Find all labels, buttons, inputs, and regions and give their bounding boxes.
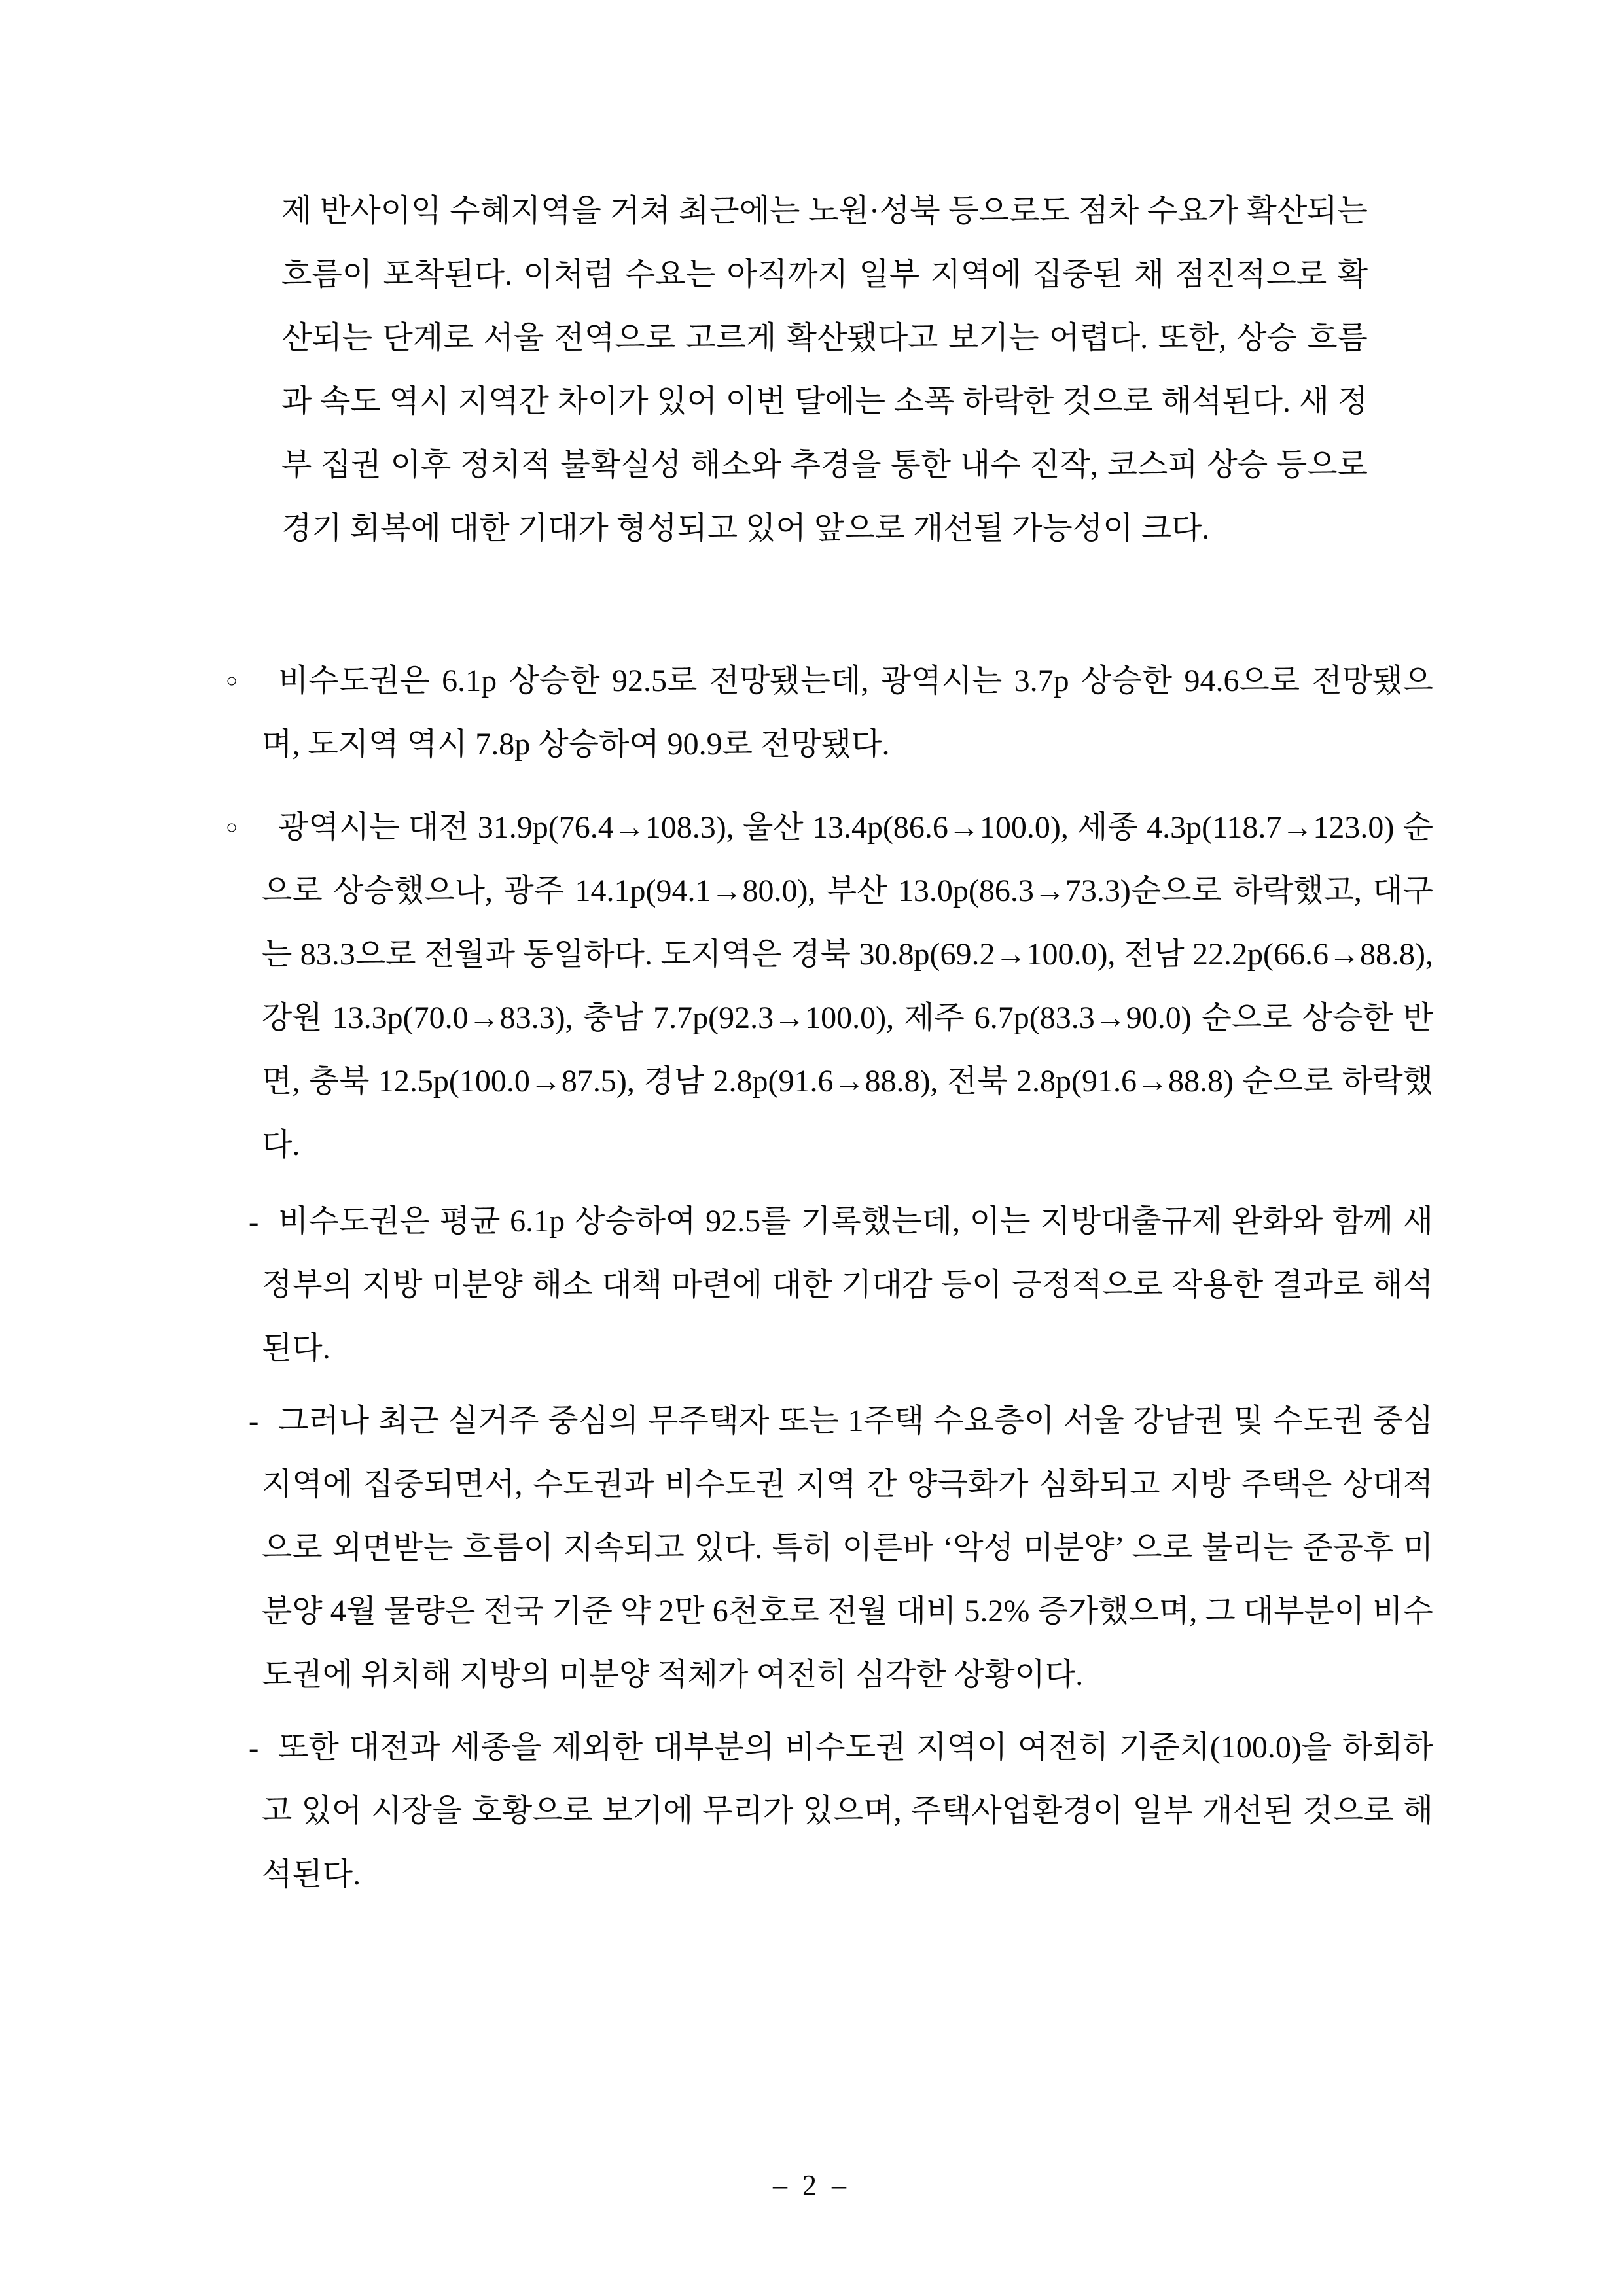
bullet-text: 비수도권은 평균 6.1p 상승하여 92.5를 기록했는데, 이는 지방대출규제 완화와 함께 새 정부의 지방 미분양 해소 대책 마련에 대한 기대감 등이 긍정적으로 작용한 결과로 해석된다.	[262, 1204, 1433, 1366]
circle-bullet-marker: ○	[226, 670, 238, 692]
dash-bullet-marker: -	[249, 1205, 259, 1238]
dash-bullet-marker: -	[249, 1731, 259, 1764]
bullet-metro-city-detail	[216, 796, 1433, 1176]
subbullet-baseline-note	[216, 1716, 1433, 1906]
bullet-text: 비수도권은 6.1p 상승한 92.5로 전망됐는데, 광역시는 3.7p 상승한 94.6으로 전망됐으며, 도지역 역시 7.8p 상승하여 90.9로 전망됐다.	[262, 663, 1433, 762]
bullet-text: 또한 대전과 세종을 제외한 대부분의 비수도권 지역이 여전히 기준치(100.0)을 하회하고 있어 시장을 호황으로 보기에 무리가 있으며, 주택사업환경이 일부 개선된 것으로 해석된다.	[262, 1730, 1433, 1892]
bullet-nonmetro-forecast	[216, 649, 1433, 776]
subbullet-nonmetro-average	[216, 1190, 1433, 1380]
subbullet-polarization	[216, 1389, 1433, 1706]
continuation-paragraph: 제 반사이익 수혜지역을 거쳐 최근에는 노원·성북 등으로도 점차 수요가 확산되는 흐름이 포착된다. 이처럼 수요는 아직까지 일부 지역에 집중된 채 점진적으로 확산되는 단계로 서울 전역으로 고르게 확산됐다고 보기는 어렵다. 또한, 상승 흐름과 속도 역시 지역간 차이가 있어 이번 달에는 소폭 하락한 것으로 해석된다. 새 정부 집권 이후 정치적 불확실성 해소와 추경을 통한 내수 진작, 코스피 상승 등으로 경기 회복에 대한 기대가 형성되고 있어 앞으로 개선될 가능성이 크다.	[281, 194, 1368, 546]
bullet-text: 그러나 최근 실거주 중심의 무주택자 또는 1주택 수요층이 서울 강남권 및 수도권 중심지역에 집중되면서, 수도권과 비수도권 지역 간 양극화가 심화되고 지방 주택은 상대적으로 외면받는 흐름이 지속되고 있다. 특히 이른바 ‘악성 미분양’ 으로 불리는 준공후 미분양 4월 물량은 전국 기준 약 2만 6천호로 전월 대비 5.2% 증가했으며, 그 대부분이 비수도권에 위치해 지방의 미분양 적체가 여전히 심각한 상황이다.	[262, 1404, 1433, 1692]
page-body	[216, 179, 1433, 1906]
page-number: – 2 –	[773, 2169, 850, 2201]
dash-bullet-marker: -	[249, 1404, 259, 1438]
circle-bullet-marker: ○	[226, 817, 238, 838]
bullet-text: 광역시는 대전 31.9p(76.4→108.3), 울산 13.4p(86.6→100.0), 세종 4.3p(118.7→123.0) 순으로 상승했으나, 광주 14.1p(94.1→80.0), 부산 13.0p(86.3→73.3)순으로 하락했고, 대구는 83.3으로 전월과 동일하다. 도지역은 경북 30.8p(69.2→100.0), 전남 22.2p(66.6→88.8), 강원 13.3p(70.0→83.3), 충남 7.7p(92.3→100.0), 제주 6.7p(83.3→90.0) 순으로 상승한 반면, 충북 12.5p(100.0→87.5), 경남 2.8p(91.6→88.8), 전북 2.8p(91.6→88.8) 순으로 하락했다.	[262, 810, 1433, 1162]
